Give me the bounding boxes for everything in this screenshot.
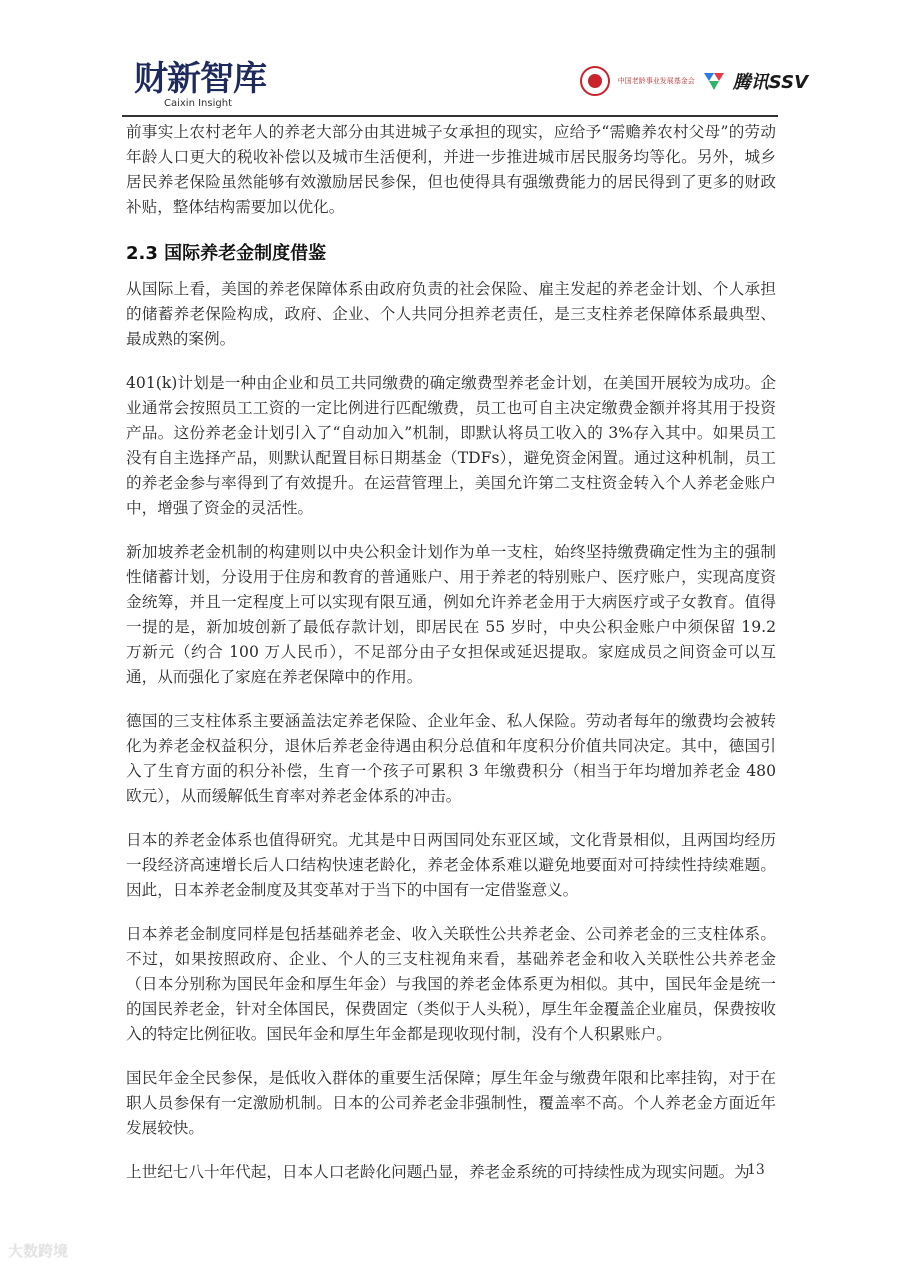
- partner-logos: [580, 66, 808, 96]
- tencent-ssv-name: 腾讯SSV: [732, 72, 808, 93]
- paragraph-japan-system: 日本养老金制度同样是包括基础养老金、收入关联性公共养老金、公司养老金的三支柱体系。不过，如果按照政府、企业、个人的三支柱视角来看，基础养老金和收入关联性公共养老金（日本分别称为国民年金和厚生年金）与我国的养老金体系更为相似。其中，国民年金是统一的国民养老金，针对全体国民，保费固定（类似于人头税），厚生年金覆盖企业雇员，保费按收入的特定比例征收。国民年金和厚生年金都是现收现付制，没有个人积累账户。: [126, 925, 776, 1043]
- section-heading: 2.3 国际养老金制度借鉴: [126, 243, 327, 264]
- caixin-logo: [134, 60, 266, 110]
- paragraph-us-overview: 从国际上看，美国的养老保障体系由政府负责的社会保险、雇主发起的养老金计划、个人承担的储蓄养老保险构成，政府、企业、个人共同分担养老责任，是三支柱养老保障体系最典型、最成熟的案例。: [126, 280, 776, 348]
- logo-chinese: 财新智库: [134, 59, 266, 99]
- header-divider: [122, 115, 778, 117]
- paragraph-continued: 前事实上农村老年人的养老大部分由其进城子女承担的现实，应给予“需赡养农村父母”的劳动年龄人口更大的税收补偿以及城市生活便利，并进一步推进城市居民服务均等化。另外，城乡居民养老保险虽然能够有效激励居民参保，但也使得具有强缴费能力的居民得到了更多的财政补贴，整体结构需要加以优化。: [126, 123, 776, 216]
- page-number: 13: [747, 1162, 765, 1178]
- foundation-logo-icon: [580, 66, 610, 96]
- document-body: [126, 120, 776, 1204]
- foundation-name: 中国老龄事业发展基金会: [617, 77, 695, 85]
- paragraph-japan-pensions: 国民年金全民参保，是低收入群体的重要生活保障；厚生年金与缴费年限和比率挂钩，对于在职人员参保有一定激励机制。日本的公司养老金非强制性，覆盖率不高。个人养老金方面近年发展较快。: [126, 1069, 776, 1137]
- paragraph-singapore: 新加坡养老金机制的构建则以中央公积金计划作为单一支柱，始终坚持缴费确定性为主的强制性储蓄计划，分设用于住房和教育的普通账户、用于养老的特别账户、医疗账户，实现高度资金统筹，并且一定程度上可以实现有限互通，例如允许养老金用于大病医疗或子女教育。值得一提的是，新加坡创新了最低存款计划，即居民在 55 岁时，中央公积金账户中须保留 19.2 万新元（约合 100 万人民币），不足部分由子女担保或延迟提取。家庭成员之间资金可以互通，从而强化了家庭在养老保障中的作用。: [126, 543, 776, 686]
- paragraph-japan-intro: 日本的养老金体系也值得研究。尤其是中日两国同处东亚区域，文化背景相似，且两国均经历一段经济高速增长后人口结构快速老龄化，养老金体系难以避免地要面对可持续性持续难题。因此，日本养老金制度及其变革对于当下的中国有一定借鉴意义。: [126, 831, 776, 899]
- paragraph-germany: 德国的三支柱体系主要涵盖法定养老保险、企业年金、私人保险。劳动者每年的缴费均会被转化为养老金权益积分，退休后养老金待遇由积分总值和年度积分价值共同决定。其中，德国引入了生育方面的积分补偿，生育一个孩子可累积 3 年缴费积分（相当于年均增加养老金 480 欧元），从而缓解低生育率对养老金体系的冲击。: [126, 712, 776, 805]
- paragraph-401k: 401(k)计划是一种由企业和员工共同缴费的确定缴费型养老金计划，在美国开展较为成功。企业通常会按照员工工资的一定比例进行匹配缴费，员工也可自主决定缴费金额并将其用于投资产品。这份养老金计划引入了“自动加入”机制，即默认将员工收入的 3%存入其中。如果员工没有自主选择产品，则默认配置目标日期基金（TDFs），避免资金闲置。通过这种机制，员工的养老金参与率得到了有效提升。在运营管理上，美国允许第二支柱资金转入个人养老金账户中，增强了资金的灵活性。: [126, 374, 776, 517]
- page-header: [122, 56, 808, 118]
- watermark: 大数跨境: [8, 1242, 69, 1260]
- paragraph-japan-aging: 上世纪七八十年代起，日本人口老龄化问题凸显，养老金系统的可持续性成为现实问题。为: [126, 1163, 750, 1181]
- logo-english: Caixin Insight: [164, 98, 232, 109]
- tencent-ssv-logo-icon: [703, 71, 725, 91]
